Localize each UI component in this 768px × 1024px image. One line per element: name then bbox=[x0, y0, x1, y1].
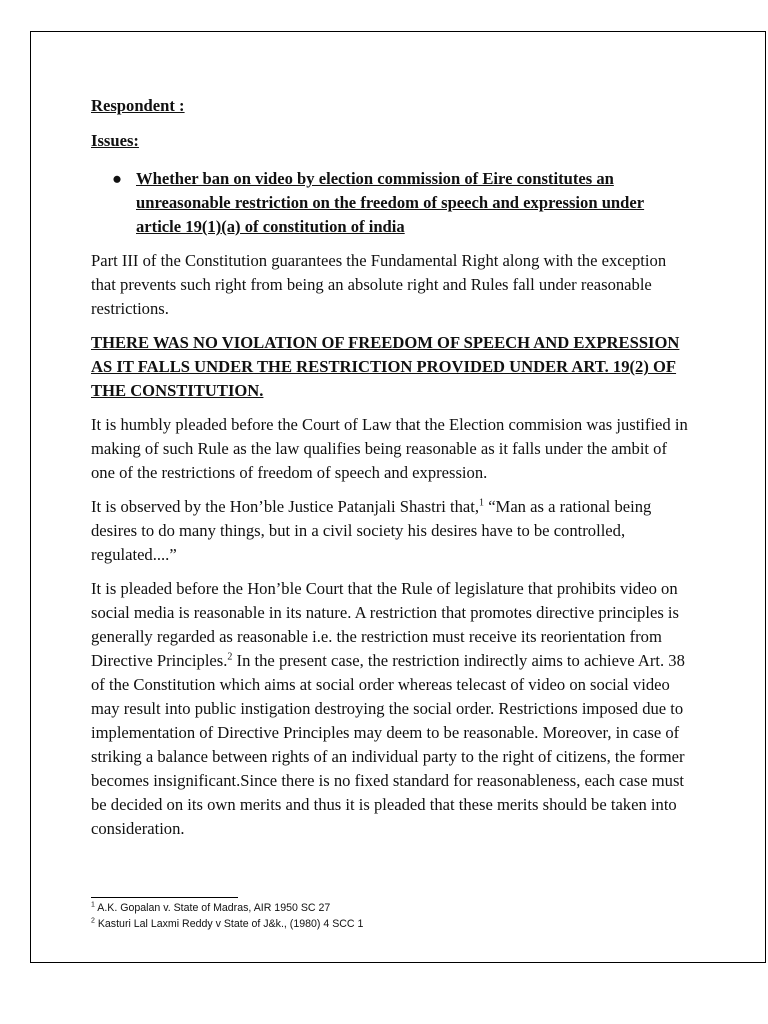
observed-quote: “Man as a rational being desires to do many things, but in a civil society his desires have to be controlled, regulated....” bbox=[91, 497, 652, 564]
footnote-2 bbox=[91, 916, 651, 932]
footnote-text: A.K. Gopalan v. State of Madras, AIR 1950 SC 27 bbox=[94, 902, 331, 914]
issue-text: Whether ban on video by election commission of Eire constitutes an unreasonable restriction on the freedom of speech and expression under article 19(1)(a) of constitution of india bbox=[136, 169, 645, 236]
document-page bbox=[30, 31, 766, 963]
footnote-ref-2: 2 bbox=[227, 651, 233, 663]
footnote-separator bbox=[91, 897, 238, 898]
footnote-ref-1: 1 bbox=[479, 497, 485, 509]
footnote-number: 2 bbox=[91, 917, 95, 925]
argument-heading: THERE WAS NO VIOLATION OF FREEDOM OF SPEECH AND EXPRESSION AS IT FALLS UNDER THE RESTRICTION PROVIDED UNDER ART. 19(2) OF THE CONSTITUTION. bbox=[91, 333, 680, 400]
respondent-heading: Respondent : bbox=[91, 96, 185, 115]
paragraph-part-three: Part III of the Constitution guarantees the Fundamental Right along with the exception that prevents such right from being an absolute right and Rules fall under reasonable restrictions. bbox=[91, 251, 667, 318]
paragraph-observed bbox=[91, 495, 689, 567]
observed-text-start: It is observed by the Hon’ble Justice Patanjali Shastri that, bbox=[91, 497, 480, 516]
footnotes bbox=[91, 900, 651, 932]
paragraph-humbly-pleaded: It is humbly pleaded before the Court of Law that the Election commision was justified in making of such Rule as the law qualifies being reasonable as it falls under the ambit of one of the restrictions of freedom of speech and expression. bbox=[91, 415, 688, 482]
bullet-icon: ● bbox=[112, 169, 123, 188]
issues-heading: Issues: bbox=[91, 131, 139, 150]
main-text-start: It is pleaded before the Hon’ble Court that the Rule of legislature that prohibits video on social media is reasonable in its nature. A restriction that promotes directive principles is generally regarded as reasonable i.e. the restriction must receive its reorientation from Directive Principles. bbox=[91, 579, 679, 670]
paragraph-main-argument bbox=[91, 577, 689, 841]
main-text-rest: In the present case, the restriction indirectly aims to achieve Art. 38 of the Constitution which aims at social order whereas telecast of video on social video may result into public instigation destroying the social order. Restrictions imposed due to implementation of Directive Principles may deem to be reasonable. Moreover, in case of striking a balance between rights of an individual party to the right of citizens, the former becomes insignificant.Since there is no fixed standard for reasonableness, each case must be decided on its own merits and thus it is pleaded that these merits should be taken into consideration. bbox=[91, 651, 685, 838]
footnote-number: 1 bbox=[91, 901, 95, 909]
issue-list-item bbox=[91, 167, 689, 239]
footnote-1 bbox=[91, 900, 651, 916]
document-body bbox=[91, 94, 689, 851]
footnote-text: Kasturi Lal Laxmi Reddy v State of J&k., (1980) 4 SCC 1 bbox=[94, 918, 364, 930]
